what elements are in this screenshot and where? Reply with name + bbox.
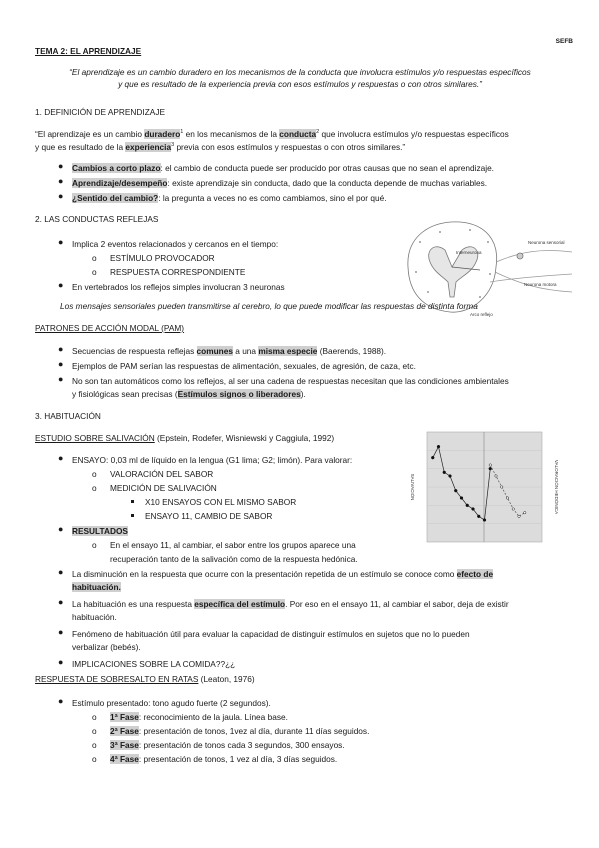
square-bullet-icon	[131, 500, 134, 503]
arco-reflejo-label: Arco reflejo	[470, 312, 493, 317]
data-point	[501, 486, 503, 488]
data-point	[483, 519, 486, 522]
s2-italic-note: Los mensajes sensoriales pueden transmitirse al cerebro, lo que puede modificar las respuestas de distinta forma	[60, 301, 478, 311]
pam-bullet3-line2: y fisiológicas sean precisas (Estímulos signos o liberadores).	[72, 389, 306, 399]
interneurona-label: Interneurona	[456, 250, 482, 255]
section2-heading: 2. LAS CONDUCTAS REFLEJAS	[35, 214, 159, 224]
study-heading: ESTUDIO SOBRE SALIVACIÓN (Epstein, Rodefer, Wisniewski y Caggiula, 1992)	[35, 433, 335, 443]
sub-bullet-icon: o	[92, 540, 97, 550]
intro-quote-line1: “El aprendizaje es un cambio duradero en los mecanismos de la conducta que involucra estímulos y/o respuestas específicos	[69, 67, 531, 77]
s2-bullet1: Implica 2 eventos relacionados y cercanos en el tiempo:	[72, 239, 279, 249]
phase2: 2ª Fase: presentación de tonos, 1vez al día, durante 11 días seguidos.	[110, 726, 370, 736]
pam-heading: PATRONES DE ACCIÓN MODAL (PAM)	[35, 323, 185, 333]
bullet-icon: ●	[58, 161, 64, 171]
neurona-sensorial-label: Neurona sensorial	[528, 240, 565, 245]
s3-bullet1: ENSAYO: 0,03 ml de líquido en la lengua (G1 lima; G2; limón). Para valorar:	[72, 455, 353, 465]
data-point	[454, 489, 457, 492]
bullet-icon: ●	[58, 280, 64, 290]
bullet-icon: ●	[58, 344, 64, 354]
data-point	[472, 508, 475, 511]
bullet-icon: ●	[58, 191, 64, 201]
pam-bullet2: Ejemplos de PAM serían las respuestas de alimentación, sexuales, de agresión, de caza, etc.	[72, 361, 416, 371]
s3-bullet3-line2: habituación.	[72, 612, 117, 622]
resultados-line2: recuperación tanto de la salivación como de la respuesta hedónica.	[110, 554, 358, 564]
s3-bullet3-line1: La habituación es una respuesta específica del estímulo. Por eso en el ensayo 11, al cambiar el sabor, deja de existir	[72, 599, 509, 609]
intro-quote-line2: y que es resultado de la experiencia previa con esos estímulos y respuestas o con otros similares.”	[118, 79, 482, 90]
data-point	[506, 497, 508, 499]
neurona-motora-label: Neurona motora	[524, 282, 557, 287]
sub-bullet-icon: o	[92, 469, 97, 479]
sub-bullet-icon: o	[92, 726, 97, 736]
resultados-label: RESULTADOS	[72, 526, 128, 536]
bullet-icon: ●	[58, 567, 64, 577]
data-point	[466, 504, 469, 507]
s1-bullet2: Aprendizaje/desempeño: existe aprendizaje sin conducta, dado que la conducta depende de muchas variables.	[72, 178, 488, 188]
s3-bullet4-line1: Fenómeno de habituación útil para evaluar la capacidad de distinguir estímulos en sujetos que no lo pueden	[72, 629, 470, 639]
chart-ylabel: SALIVACIÓN	[410, 473, 415, 501]
data-point	[460, 497, 463, 500]
bullet-icon: ●	[58, 453, 64, 463]
sub-bullet-icon: o	[92, 712, 97, 722]
chart-y2label: VALORACIÓN HEDÓNICA	[554, 459, 559, 515]
s3-square2: ENSAYO 11, CAMBIO DE SABOR	[145, 511, 273, 521]
sub-bullet-icon: o	[92, 754, 97, 764]
data-point	[449, 475, 452, 478]
data-point	[437, 445, 440, 448]
bullet-icon: ●	[58, 176, 64, 186]
phase3: 3ª Fase: presentación de tonos cada 3 segundos, 300 ensayos.	[110, 740, 345, 750]
square-bullet-icon	[131, 514, 134, 517]
data-point	[495, 475, 497, 477]
pam-bullet3-line1: No son tan automáticos como los reflejos, al ser una cadena de respuestas necesitan que las condiciones ambientales	[72, 376, 509, 386]
s1-bullet3: ¿Sentido del cambio?: la pregunta a veces no es como cambiamos, sino el por qué.	[72, 193, 387, 203]
s3-bullet4-line2: verbalizar (bebés).	[72, 642, 141, 652]
s3-bullet5: IMPLICACIONES SOBRE LA COMIDA??¿¿	[72, 659, 236, 669]
s2-option2: RESPUESTA CORRESPONDIENTE	[110, 267, 246, 277]
intro-quote	[35, 66, 565, 90]
s3-square1: X10 ENSAYOS CON EL MISMO SABOR	[145, 497, 297, 507]
page-title: TEMA 2: EL APRENDIZAJE	[35, 46, 142, 56]
resultados-line1: En el ensayo 11, al cambiar, el sabor entre los grupos aparece una	[110, 540, 356, 550]
phase1: 1ª Fase: reconocimiento de la jaula. Línea base.	[110, 712, 288, 722]
s2-bullet2: En vertebrados los reflejos simples involucran 3 neuronas	[72, 282, 285, 292]
data-point	[524, 511, 526, 513]
sub-bullet-icon: o	[92, 483, 97, 493]
s3-option1: VALORACIÓN DEL SABOR	[110, 469, 214, 479]
bullet-icon: ●	[58, 627, 64, 637]
s1-bullet1: Cambios a corto plazo: el cambio de conducta puede ser producido por otras causas que no sean el aprendizaje.	[72, 163, 494, 173]
phase4: 4ª Fase: presentación de tonos, 1 vez al día, 3 días seguidos.	[110, 754, 338, 764]
data-point	[512, 508, 514, 510]
data-point	[477, 515, 480, 518]
pam-bullet1: Secuencias de respuesta reflejas comunes a una misma especie (Baerends, 1988).	[72, 346, 387, 356]
s3-bullet2-line1: La disminución en la respuesta que ocurre con la presentación repetida de un estímulo se conoce como efecto de	[72, 569, 494, 579]
sub-bullet-icon: o	[92, 740, 97, 750]
bullet-icon: ●	[58, 657, 64, 667]
bullet-icon: ●	[58, 237, 64, 247]
bullet-icon: ●	[58, 597, 64, 607]
startle-bullet1: Estímulo presentado: tono agudo fuerte (2 segundos).	[72, 698, 271, 708]
data-point	[443, 471, 446, 474]
data-point	[518, 515, 520, 517]
bullet-icon: ●	[58, 359, 64, 369]
definition-line2: y que es resultado de la experiencia$^3$ previa con esos estímulos y respuestas o con otros similares.”	[35, 142, 406, 152]
sub-bullet-icon: o	[92, 253, 97, 263]
section1-heading: 1. DEFINICIÓN DE APRENDIZAJE	[35, 107, 166, 117]
s3-option2: MEDICIÓN DE SALIVACIÓN	[110, 483, 217, 493]
bullet-icon: ●	[58, 524, 64, 534]
s2-option1: ESTÍMULO PROVOCADOR	[110, 253, 215, 263]
startle-heading: RESPUESTA DE SOBRESALTO EN RATAS (Leaton, 1976)	[35, 674, 255, 684]
section3-heading: 3. HABITUACIÓN	[35, 411, 101, 421]
definition-line1: “El aprendizaje es un cambio duradero$^1$ en los mecanismos de la conducta$^2$ que involucra estímulos y/o respuestas específicos	[35, 129, 509, 139]
header-tag: SEFB	[555, 38, 573, 45]
sub-bullet-icon: o	[92, 267, 97, 277]
salivation-chart	[405, 428, 565, 550]
data-point	[431, 456, 434, 459]
s3-bullet2-line2: habituación.	[72, 582, 121, 592]
data-point	[489, 464, 491, 466]
bullet-icon: ●	[58, 374, 64, 384]
data-point	[489, 467, 492, 470]
bullet-icon: ●	[58, 696, 64, 706]
